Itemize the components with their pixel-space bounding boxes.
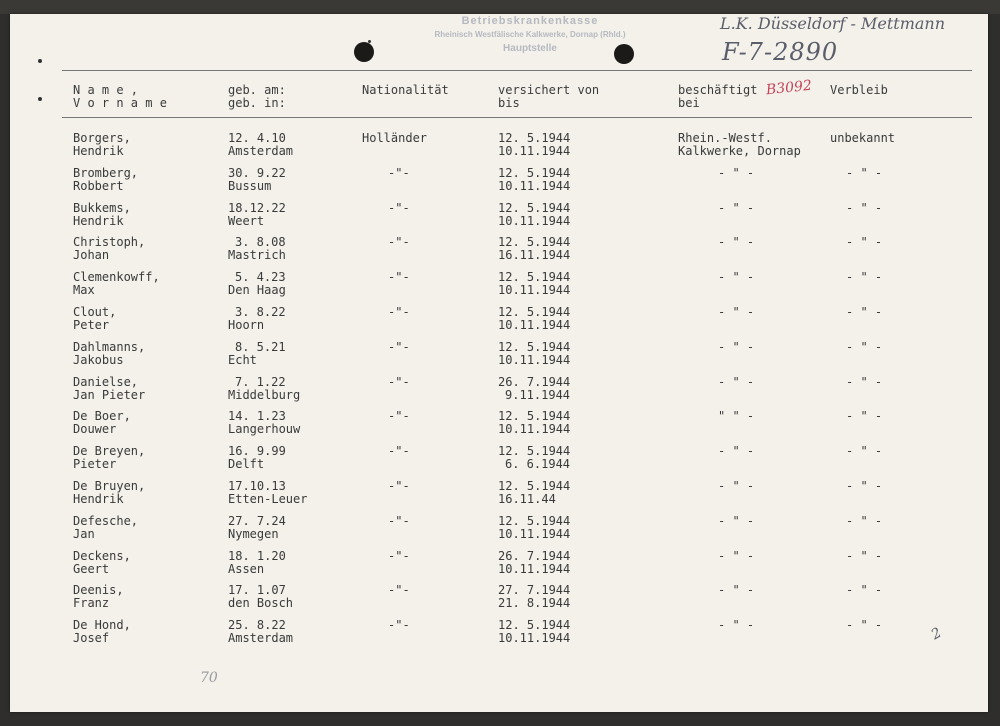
row-whereabouts: - " -	[846, 374, 883, 389]
row-born-date: 25. 8.22	[228, 618, 286, 633]
row-employer: - " -	[718, 618, 755, 633]
row-surname: Bukkems,	[73, 200, 131, 215]
row-from: 27. 7.1944	[498, 583, 571, 598]
row-born-date: 12. 4.10	[228, 131, 286, 145]
row-from: 12. 5.1944	[498, 339, 571, 354]
row-surname: De Bruyen,	[73, 479, 146, 493]
row-employer: - " -	[718, 444, 755, 459]
row-nationality: -"-	[388, 235, 410, 250]
row-whereabouts: - " -	[846, 513, 883, 528]
row-whereabouts: - " -	[846, 200, 883, 215]
row-born-date: 5. 4.23	[235, 270, 286, 285]
row-to: 10.11.1944	[498, 561, 571, 576]
row-whereabouts: - " -	[846, 409, 883, 424]
row-to: 9.11.1944	[505, 387, 571, 402]
row-to: 16.11.1944	[498, 248, 571, 263]
handwritten-corner-mark: 2	[928, 624, 945, 644]
row-from: 12. 5.1944	[498, 165, 571, 180]
row-employer: - " -	[718, 200, 755, 215]
row-whereabouts: - " -	[846, 479, 883, 493]
row-born-place: Middelburg	[228, 387, 301, 402]
row-employer: - " -	[718, 479, 755, 493]
row-whereabouts: - " -	[846, 235, 883, 250]
row-born-date: 18.12.22	[228, 200, 286, 215]
row-employer: - " -	[718, 339, 755, 354]
row-born-date: 14. 1.23	[228, 409, 286, 424]
row-firstname: Pieter	[73, 457, 117, 472]
row-nationality: -"-	[388, 374, 410, 389]
header-employed: beschäftigt bei	[678, 83, 758, 110]
header-name: N a m e , V o r n a m e	[73, 83, 167, 110]
row-to: 16.11.44	[498, 492, 556, 506]
row-surname: De Hond,	[73, 618, 131, 633]
row-born-date: 27. 7.24	[228, 513, 286, 528]
row-nationality: -"-	[388, 583, 410, 598]
row-born-place: Bussum	[228, 178, 272, 193]
row-firstname: Franz	[73, 596, 110, 611]
row-employer: Rhein.-Westf. Kalkwerke, Dornap	[678, 131, 801, 158]
row-from: 12. 5.1944	[498, 235, 571, 250]
row-born-date: 7. 1.22	[235, 374, 286, 389]
row-whereabouts: unbekannt	[830, 131, 896, 145]
row-employer: - " -	[718, 583, 755, 598]
header-insured: versichert von bis	[498, 83, 600, 110]
row-from: 12. 5.1944	[498, 409, 571, 424]
row-born-date: 3. 8.08	[235, 235, 286, 250]
row-surname: Bromberg,	[73, 165, 139, 180]
row-born-place: den Bosch	[228, 596, 294, 611]
header-nationality: Nationalität	[362, 83, 449, 97]
row-to: 10.11.1944	[498, 352, 571, 367]
row-firstname: Hendrik	[73, 144, 124, 158]
row-born-place: Echt	[228, 352, 257, 367]
row-born-date: 3. 8.22	[235, 305, 286, 319]
row-nationality: -"-	[388, 305, 410, 319]
stamp-line-2: Rheinisch Westfälische Kalkwerke, Dornap (Rhld.)	[434, 30, 626, 39]
row-employer: - " -	[718, 513, 755, 528]
row-born-place: Assen	[228, 561, 265, 576]
margin-dot	[38, 59, 42, 63]
row-employer: - " -	[718, 165, 755, 180]
row-to: 10.11.1944	[498, 631, 571, 646]
row-to: 10.11.1944	[498, 144, 571, 158]
row-to: 10.11.1944	[498, 526, 571, 541]
row-born-place: Weert	[228, 213, 265, 228]
row-from: 12. 5.1944	[498, 305, 571, 319]
handwritten-reference: L.K. Düsseldorf - Mettmann	[720, 14, 946, 33]
row-employer: - " -	[718, 235, 755, 250]
row-employer: - " -	[718, 270, 755, 285]
row-employer: - " -	[718, 548, 755, 563]
row-to: 10.11.1944	[498, 178, 571, 193]
row-employer: " " -	[718, 409, 755, 424]
row-from: 12. 5.1944	[498, 513, 571, 528]
row-whereabouts: - " -	[846, 339, 883, 354]
row-from: 26. 7.1944	[498, 548, 571, 563]
row-nationality: -"-	[388, 444, 410, 459]
row-born-place: Etten-Leuer	[228, 492, 308, 506]
row-whereabouts: - " -	[846, 618, 883, 633]
row-firstname: Douwer	[73, 422, 117, 437]
row-firstname: Jakobus	[73, 352, 124, 367]
row-whereabouts: - " -	[846, 165, 883, 180]
row-surname: Deenis,	[73, 583, 124, 598]
row-surname: De Breyen,	[73, 444, 146, 459]
row-surname: Christoph,	[73, 235, 146, 250]
row-firstname: Johan	[73, 248, 110, 263]
row-from: 12. 5.1944	[498, 444, 571, 459]
letterhead-stamp	[400, 14, 660, 56]
row-whereabouts: - " -	[846, 548, 883, 563]
row-from: 12. 5.1944	[498, 270, 571, 285]
row-surname: De Boer,	[73, 409, 131, 424]
row-whereabouts: - " -	[846, 444, 883, 459]
row-nationality: Holländer	[362, 131, 428, 145]
row-surname: Deckens,	[73, 548, 131, 563]
row-born-place: Amsterdam	[228, 631, 294, 646]
row-firstname: Hendrik	[73, 213, 124, 228]
row-born-place: Langerhouw	[228, 422, 301, 437]
row-firstname: Peter	[73, 318, 110, 332]
row-surname: Danielse,	[73, 374, 139, 389]
row-from: 12. 5.1944	[498, 131, 571, 145]
row-born-place: Mastrich	[228, 248, 286, 263]
header-rule-bottom	[62, 117, 972, 118]
stamp-line-1: Betriebskrankenkasse	[461, 15, 599, 27]
row-surname: Defesche,	[73, 513, 139, 528]
row-surname: Clemenkowff,	[73, 270, 160, 285]
row-employer: - " -	[718, 374, 755, 389]
handwritten-bottom-mark: 70	[200, 670, 218, 686]
margin-dot	[38, 97, 42, 101]
row-from: 26. 7.1944	[498, 374, 571, 389]
row-born-place: Den Haag	[228, 283, 286, 298]
row-firstname: Hendrik	[73, 492, 124, 506]
row-to: 21. 8.1944	[498, 596, 571, 611]
row-surname: Clout,	[73, 305, 117, 319]
row-from: 12. 5.1944	[498, 200, 571, 215]
row-firstname: Robbert	[73, 178, 124, 193]
row-born-place: Delft	[228, 457, 265, 472]
row-firstname: Jan Pieter	[73, 387, 146, 402]
row-born-date: 17.10.13	[228, 479, 286, 493]
row-born-date: 16. 9.99	[228, 444, 286, 459]
scan-background	[0, 0, 1000, 14]
row-born-place: Amsterdam	[228, 144, 294, 158]
row-nationality: -"-	[388, 513, 410, 528]
row-whereabouts: - " -	[846, 583, 883, 598]
row-to: 10.11.1944	[498, 213, 571, 228]
margin-dot	[368, 40, 371, 43]
header-born: geb. am: geb. in:	[228, 83, 286, 110]
row-surname: Borgers,	[73, 131, 131, 145]
row-born-date: 8. 5.21	[235, 339, 286, 354]
row-born-place: Nymegen	[228, 526, 279, 541]
row-nationality: -"-	[388, 548, 410, 563]
row-nationality: -"-	[388, 165, 410, 180]
row-to: 6. 6.1944	[505, 457, 571, 472]
row-nationality: -"-	[388, 270, 410, 285]
row-whereabouts: - " -	[846, 305, 883, 319]
row-to: 10.11.1944	[498, 283, 571, 298]
handwritten-file-number: F-7-2890	[722, 38, 839, 66]
row-to: 10.11.1944	[498, 318, 571, 332]
header-rule-top	[62, 70, 972, 71]
row-from: 12. 5.1944	[498, 618, 571, 633]
row-nationality: -"-	[388, 618, 410, 633]
row-born-date: 18. 1.20	[228, 548, 286, 563]
row-surname: Dahlmanns,	[73, 339, 146, 354]
row-born-date: 17. 1.07	[228, 583, 286, 598]
row-whereabouts: - " -	[846, 270, 883, 285]
row-firstname: Josef	[73, 631, 110, 646]
row-firstname: Max	[73, 283, 95, 298]
row-born-date: 30. 9.22	[228, 165, 286, 180]
row-nationality: -"-	[388, 409, 410, 424]
punch-hole-left	[354, 42, 374, 62]
row-nationality: -"-	[388, 339, 410, 354]
row-nationality: -"-	[388, 479, 410, 493]
stamp-line-3: Hauptstelle	[503, 43, 557, 54]
row-firstname: Geert	[73, 561, 110, 576]
row-employer: - " -	[718, 305, 755, 319]
row-from: 12. 5.1944	[498, 479, 571, 493]
header-whereabouts: Verbleib	[830, 83, 888, 97]
row-to: 10.11.1944	[498, 422, 571, 437]
row-born-place: Hoorn	[228, 318, 265, 332]
row-firstname: Jan	[73, 526, 95, 541]
red-handwritten-mark: B3092	[765, 77, 813, 99]
row-nationality: -"-	[388, 200, 410, 215]
